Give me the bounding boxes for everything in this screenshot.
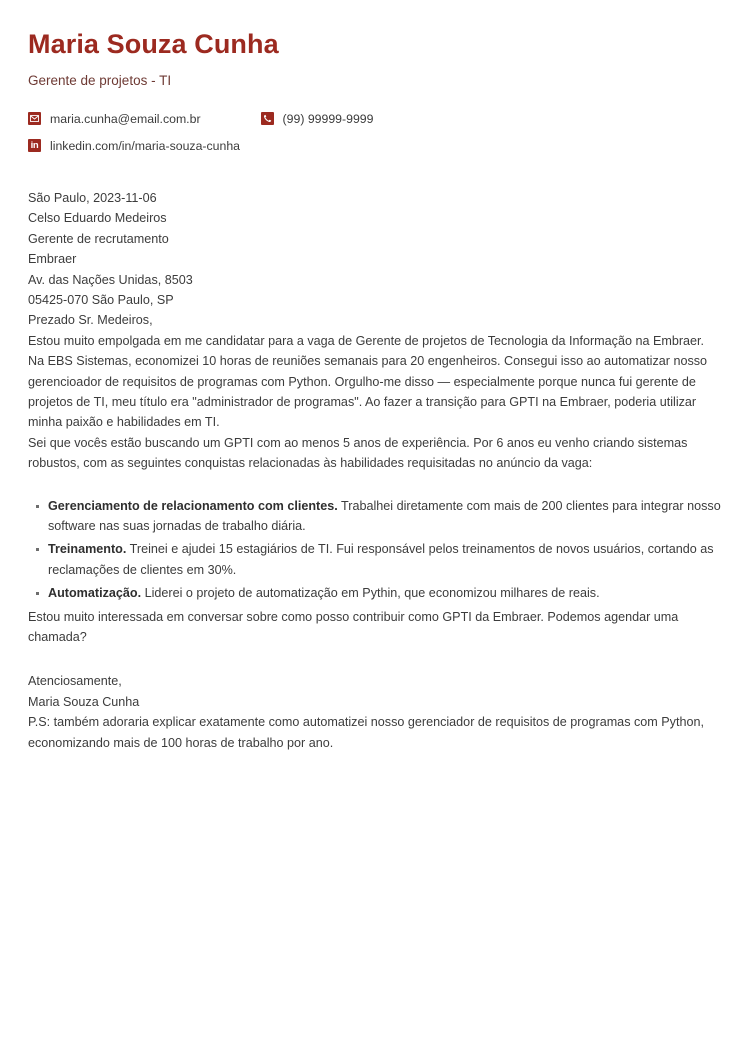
address-line: Celso Eduardo Medeiros [28,211,167,226]
paragraph-2: Na EBS Sistemas, economizei 10 horas de reuniões semanais para 20 engenheiros. Consegui isso ao automatizar nosso gerencioador de requisitos de programas com Python. Orgulho-me disso — especialmente porque nunca fui gerente de projetos de TI, meu título era "administrador de programas". Ao fazer a transição para GPTI na Embraer, poderia utilizar minha paixão e habilidades em TI. [28,354,708,430]
address-line: São Paulo, 2023-11-06 [28,190,157,205]
recipient-address [28,188,722,310]
salutation: Prezado Sr. Medeiros, [28,313,153,328]
phone-icon [261,112,274,125]
linkedin-icon-glyph: in [30,140,39,152]
contact-email[interactable] [28,112,201,126]
list-item-lead: Automatização. [48,586,142,601]
contact-linkedin[interactable] [28,139,240,153]
contact-row-primary [28,112,722,126]
address-line: 05425-070 São Paulo, SP [28,292,174,307]
address-line: Gerente de recrutamento [28,231,169,246]
list-item [28,583,722,603]
contact-phone-value: (99) 99999-9999 [282,111,374,126]
contact-email-value: maria.cunha@email.com.br [50,111,201,126]
closing: Atenciosamente, [28,674,122,689]
contact-row-secondary [28,139,722,153]
signature: Maria Souza Cunha [28,694,140,709]
contact-block [28,112,722,153]
list-item-text: Treinei e ajudei 15 estagiários de TI. Fui responsável pelos treinamentos de novos usuários, cortando as reclamações de clientes em 30%. [48,542,714,577]
page-title: Maria Souza Cunha [28,29,279,59]
contact-linkedin-value: linkedin.com/in/maria-souza-cunha [50,138,241,153]
letter-body [28,188,722,753]
contact-phone[interactable] [261,112,374,126]
address-line: Av. das Nações Unidas, 8503 [28,272,193,287]
list-item [28,496,722,537]
paragraph-1: Estou muito empolgada em me candidatar para a vaga de Gerente de projetos de Tecnologia da Informação na Embraer. [28,333,705,348]
signoff-block [28,671,722,712]
paragraph-4: Estou muito interessada em conversar sobre como posso contribuir como GPTI da Embraer. Podemos agendar uma chamada? [28,609,679,644]
list-item [28,539,722,580]
list-item-text: Trabalhei diretamente com mais de 200 clientes para integrar nosso software nas suas jornadas de trabalho diária. [48,498,721,533]
achievements-list [28,496,722,604]
list-item-lead: Treinamento. [48,542,127,557]
address-line: Embraer [28,252,77,267]
postscript: P.S: também adoraria explicar exatamente como automatizei nosso gerenciador de requisitos de programas com Python, economizando mais de 100 horas de trabalho por ano. [28,715,704,750]
list-item-lead: Gerenciamento de relacionamento com clientes. [48,498,338,513]
list-item-text: Liderei o projeto de automatização em Pythin, que economizou milhares de reais. [144,586,600,601]
paragraph-3: Sei que vocês estão buscando um GPTI com ao menos 5 anos de experiência. Por 6 anos eu venho criando sistemas robustos, com as seguintes conquistas relacionadas às habilidades requisitadas no anúncio da vaga: [28,435,688,471]
linkedin-icon [28,139,41,152]
job-headline: Gerente de projetos - TI [28,72,172,88]
envelope-icon [28,112,41,125]
